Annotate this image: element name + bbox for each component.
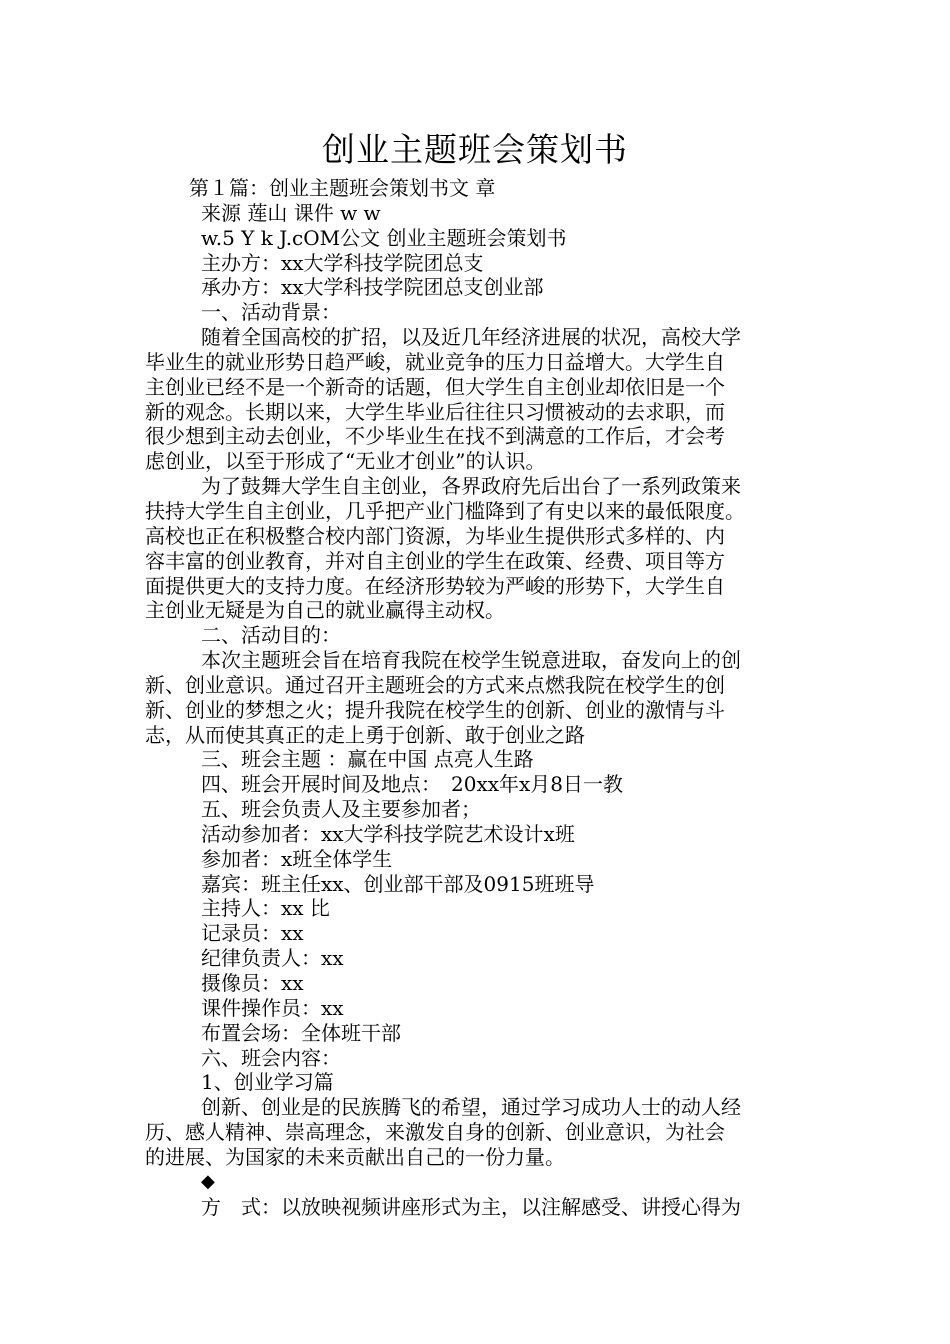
text-line: 随着全国高校的扩招，以及近几年经济进展的状况，高校大学 [201, 325, 741, 350]
text-line: 来源 莲山 课件 w w [201, 200, 381, 225]
document-body [145, 176, 835, 1219]
document-title: 创业主题班会策划书 [322, 130, 628, 169]
text-line: 很少想到主动去创业，不少毕业生在找不到满意的工作后，才会考 [145, 424, 725, 449]
text-line: 一、活动背景： [201, 300, 341, 325]
text-line: 志，从而使其真正的走上勇于创新、敢于创业之路 [145, 722, 585, 747]
text-line: 布置会场：全体班干部 [201, 1020, 401, 1045]
text-line: 参加者：x班全体学生 [201, 846, 393, 871]
text-line: 新、创业的梦想之火；提升我院在校学生的创新、创业的激情与斗 [145, 697, 725, 722]
text-line: 容丰富的创业教育，并对自主创业的学生在政策、经费、项目等方 [145, 548, 725, 573]
text-line: 1、创业学习篇 [201, 1070, 334, 1095]
text-line: 第１篇：创业主题班会策划书文 章 [189, 176, 496, 200]
text-line: 主持人：xx 比 [201, 896, 330, 921]
text-line: 主创业无疑是为自己的就业赢得主动权。 [145, 598, 505, 623]
text-line: 高校也正在积极整合校内部门资源，为毕业生提供形式多样的、内 [145, 523, 725, 548]
text-line: 承办方：xx大学科技学院团总支创业部 [201, 275, 544, 300]
text-line: 的进展、为国家的未来贡献出自己的一份力量。 [145, 1144, 565, 1169]
bullet-diamond-icon: ◆ [201, 1170, 215, 1192]
text-line: 课件操作员：xx [201, 995, 344, 1020]
text-line: 活动参加者：xx大学科技学院艺术设计x班 [201, 821, 575, 846]
text-line: 为了鼓舞大学生自主创业，各界政府先后出台了一系列政策来 [201, 474, 741, 499]
text-line: 新、创业意识。通过召开主题班会的方式来点燃我院在校学生的创 [145, 672, 725, 697]
text-line: 历、感人精神、崇高理念，来激发自身的创新、创业意识，为社会 [145, 1120, 725, 1145]
text-line: 记录员：xx [201, 921, 304, 946]
text-line: 创新、创业是的民族腾飞的希望，通过学习成功人士的动人经 [201, 1095, 741, 1120]
text-line: 方 式：以放映视频讲座形式为主，以注解感受、讲授心得为 [201, 1194, 741, 1219]
text-line: 主创业已经不是一个新奇的话题，但大学生自主创业却依旧是一个 [145, 374, 725, 399]
text-line: 主办方：xx大学科技学院团总支 [201, 250, 484, 275]
text-line: 嘉宾：班主任xx、创业部干部及0915班班导 [201, 871, 595, 896]
text-line: 新的观念。长期以来，大学生毕业后往往只习惯被动的去求职，而 [145, 399, 725, 424]
text-line: 六、班会内容： [201, 1045, 341, 1070]
text-line: 四、班会开展时间及地点： 20xx年x月8日一教 [201, 772, 624, 797]
text-line: 本次主题班会旨在培育我院在校学生锐意进取，奋发向上的创 [201, 648, 741, 673]
text-line: 二、活动目的： [201, 623, 341, 648]
text-line: 三、班会主题 ：赢在中国 点亮人生路 [201, 747, 534, 772]
text-line: 纪律负责人：xx [201, 946, 344, 971]
text-line: 毕业生的就业形势日趋严峻，就业竞争的压力日益增大。大学生自 [145, 349, 725, 374]
text-line: 虑创业，以至于形成了“无业才创业”的认识。 [145, 449, 546, 474]
text-line: 五、班会负责人及主要参加者； [201, 797, 481, 822]
text-line: w.5 Y k J.cOM公文 创业主题班会策划书 [201, 225, 567, 250]
text-line: 摄像员：xx [201, 971, 304, 995]
text-line: 面提供更大的支持力度。在经济形势较为严峻的形势下，大学生自 [145, 573, 725, 598]
text-line: 扶持大学生自主创业，几乎把产业门槛降到了有史以来的最低限度。 [145, 498, 745, 523]
